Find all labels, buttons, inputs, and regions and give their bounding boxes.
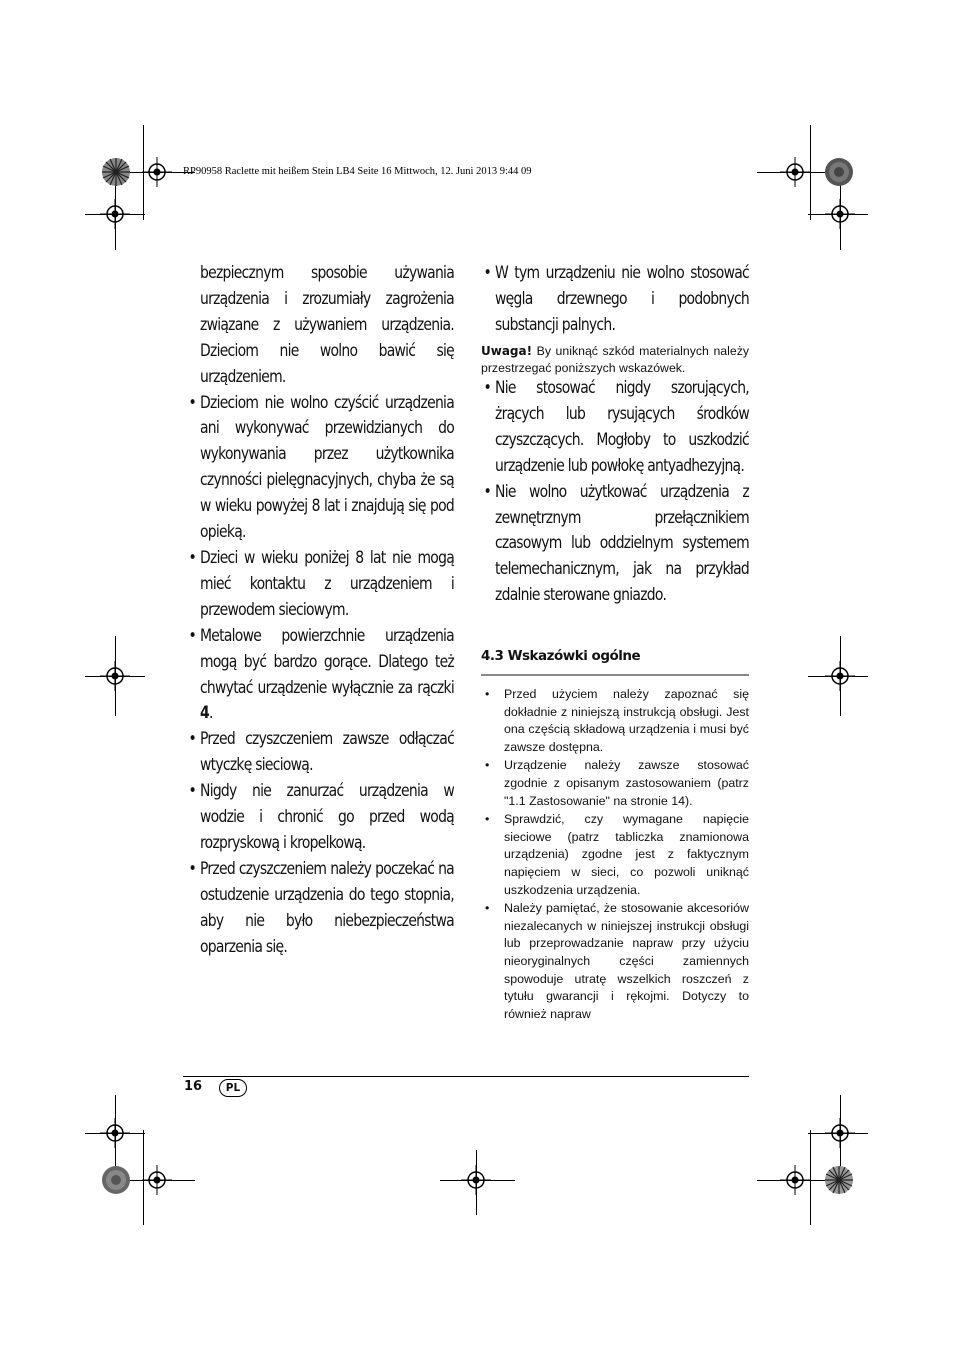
- list-item: • Urządzenie należy zawsze stosować zgodnie z opisanym zastosowaniem (patrz "1.1 Zastosowanie" na stronie 14).: [504, 757, 749, 810]
- warning-note: [481, 343, 749, 376]
- page-number: 16: [184, 1079, 203, 1094]
- section-rule: [481, 674, 749, 676]
- paragraph-text: Nie wolno użytkować urządzenia z zewnętrznym przełącznikiem czasowym lub oddzielnym systemem telemechanicznym, jak na przykład zdalnie sterowane gniazdo.: [495, 481, 749, 606]
- paragraph-tail: .: [208, 703, 213, 724]
- color-target-icon: [824, 1165, 854, 1195]
- paragraph: [200, 261, 454, 391]
- paragraph-text: Nie stosować nigdy szorujących, żrących lub rysujących środków czyszczących. Mogłoby to uszkodzić urządzenie lub powłokę antyadhezyjną.: [495, 378, 749, 476]
- registration-mark-icon: [100, 661, 130, 691]
- print-slug: RP90958 Raclette mit heißem Stein LB4 Seite 16 Mittwoch, 12. Juni 2013 9:44 09: [183, 166, 532, 177]
- footer-rule: [183, 1076, 749, 1077]
- paragraph-text: Dzieci w wieku poniżej 8 lat nie mogą mieć kontaktu z urządzeniem i przewodem sieciowym.: [200, 547, 454, 620]
- warning-text: By uniknąć szkód materialnych należy przestrzegać poniższych wskazówek.: [481, 344, 749, 375]
- paragraph-text: Przed czyszczeniem zawsze odłączać wtyczkę sieciową.: [200, 729, 454, 776]
- paragraph-text: Przed czyszczeniem należy poczekać na ostudzenie urządzenia do tego stopnia, aby nie było niebezpieczeństwa oparzenia się.: [200, 858, 454, 957]
- list-item: • Sprawdzić, czy wymagane napięcie sieciowe (patrz tabliczka znamionowa urządzenia) zgodne jest z faktycznym napięciem w sieci, co pozwoli uniknąć uszkodzenia urządzenia.: [504, 811, 749, 899]
- registration-mark-icon: [780, 1165, 810, 1195]
- bullet-paragraph: [495, 261, 749, 339]
- bullet-paragraph: [200, 391, 454, 546]
- paragraph-text: Nigdy nie zanurzać urządzenia w wodzie i chronić go przed wodą rozpryskową i kropelkową.: [200, 781, 454, 853]
- registration-mark-icon: [825, 199, 855, 229]
- color-target-icon: [101, 1165, 131, 1195]
- registration-mark-icon: [142, 1165, 172, 1195]
- paragraph-text: W tym urządzeniu nie wolno stosować węgla drzewnego i podobnych substancji palnych.: [495, 263, 749, 335]
- color-target-icon: [101, 157, 131, 187]
- bullet-paragraph: [200, 727, 454, 779]
- bullet-paragraph: [495, 376, 749, 480]
- warning-label: Uwaga!: [481, 344, 533, 358]
- section-heading: 4.3 Wskazówki ogólne: [481, 648, 641, 664]
- bullet-paragraph: [200, 546, 454, 624]
- language-badge: PL: [219, 1079, 247, 1097]
- registration-mark-icon: [825, 1118, 855, 1148]
- bullet-paragraph: [200, 857, 454, 961]
- registration-mark-icon: [100, 199, 130, 229]
- right-column-middle: [495, 376, 749, 609]
- registration-mark-icon: [780, 157, 810, 187]
- paragraph-text: bezpiecznym sposobie używania urządzenia i zrozumiały zagrożenia związane z używaniem urządzenia. Dzieciom nie wolno bawić się urządzeniem.: [200, 263, 454, 387]
- paragraph-text: Dzieciom nie wolno czyścić urządzenia ani wykonywać przewidzianych do wykonywania przez użytkownika czynności pielęgnacyjnych, chyba że są w wieku powyżej 8 lat i znajdują się pod opieką.: [200, 392, 454, 543]
- paragraph-text: Metalowe powierzchnie urządzenia mogą być bardzo gorące. Dlatego też chwytać urządzenie wyłącznie za rączki: [200, 625, 454, 698]
- bullet-paragraph: [200, 779, 454, 857]
- registration-mark-icon: [100, 1118, 130, 1148]
- list-item: • Należy pamiętać, że stosowanie akcesoriów niezalecanych w niniejszej instrukcji obsługi lub przeprowadzanie napraw przy użyciu nieoryginalnych części zamiennych spowoduje utratę wszelkich roszczeń z tytułu gwarancji i rękojmi. Dotyczy to również napraw: [504, 900, 749, 1023]
- registration-mark-icon: [142, 157, 172, 187]
- bullet-paragraph: [200, 624, 454, 728]
- registration-mark-icon: [825, 661, 855, 691]
- bullet-paragraph: [495, 480, 749, 610]
- list-item: • Przed użyciem należy zapoznać się dokładnie z niniejszą instrukcją obsługi. Jest ona częścią składową urządzenia i musi być zawsze dostępna.: [504, 686, 749, 756]
- right-column-top: [495, 261, 749, 339]
- color-target-icon: [824, 157, 854, 187]
- registration-mark-icon: [461, 1165, 491, 1195]
- general-notes-list: [504, 686, 749, 1024]
- left-column: [200, 261, 454, 960]
- part-reference: 4: [200, 703, 209, 724]
